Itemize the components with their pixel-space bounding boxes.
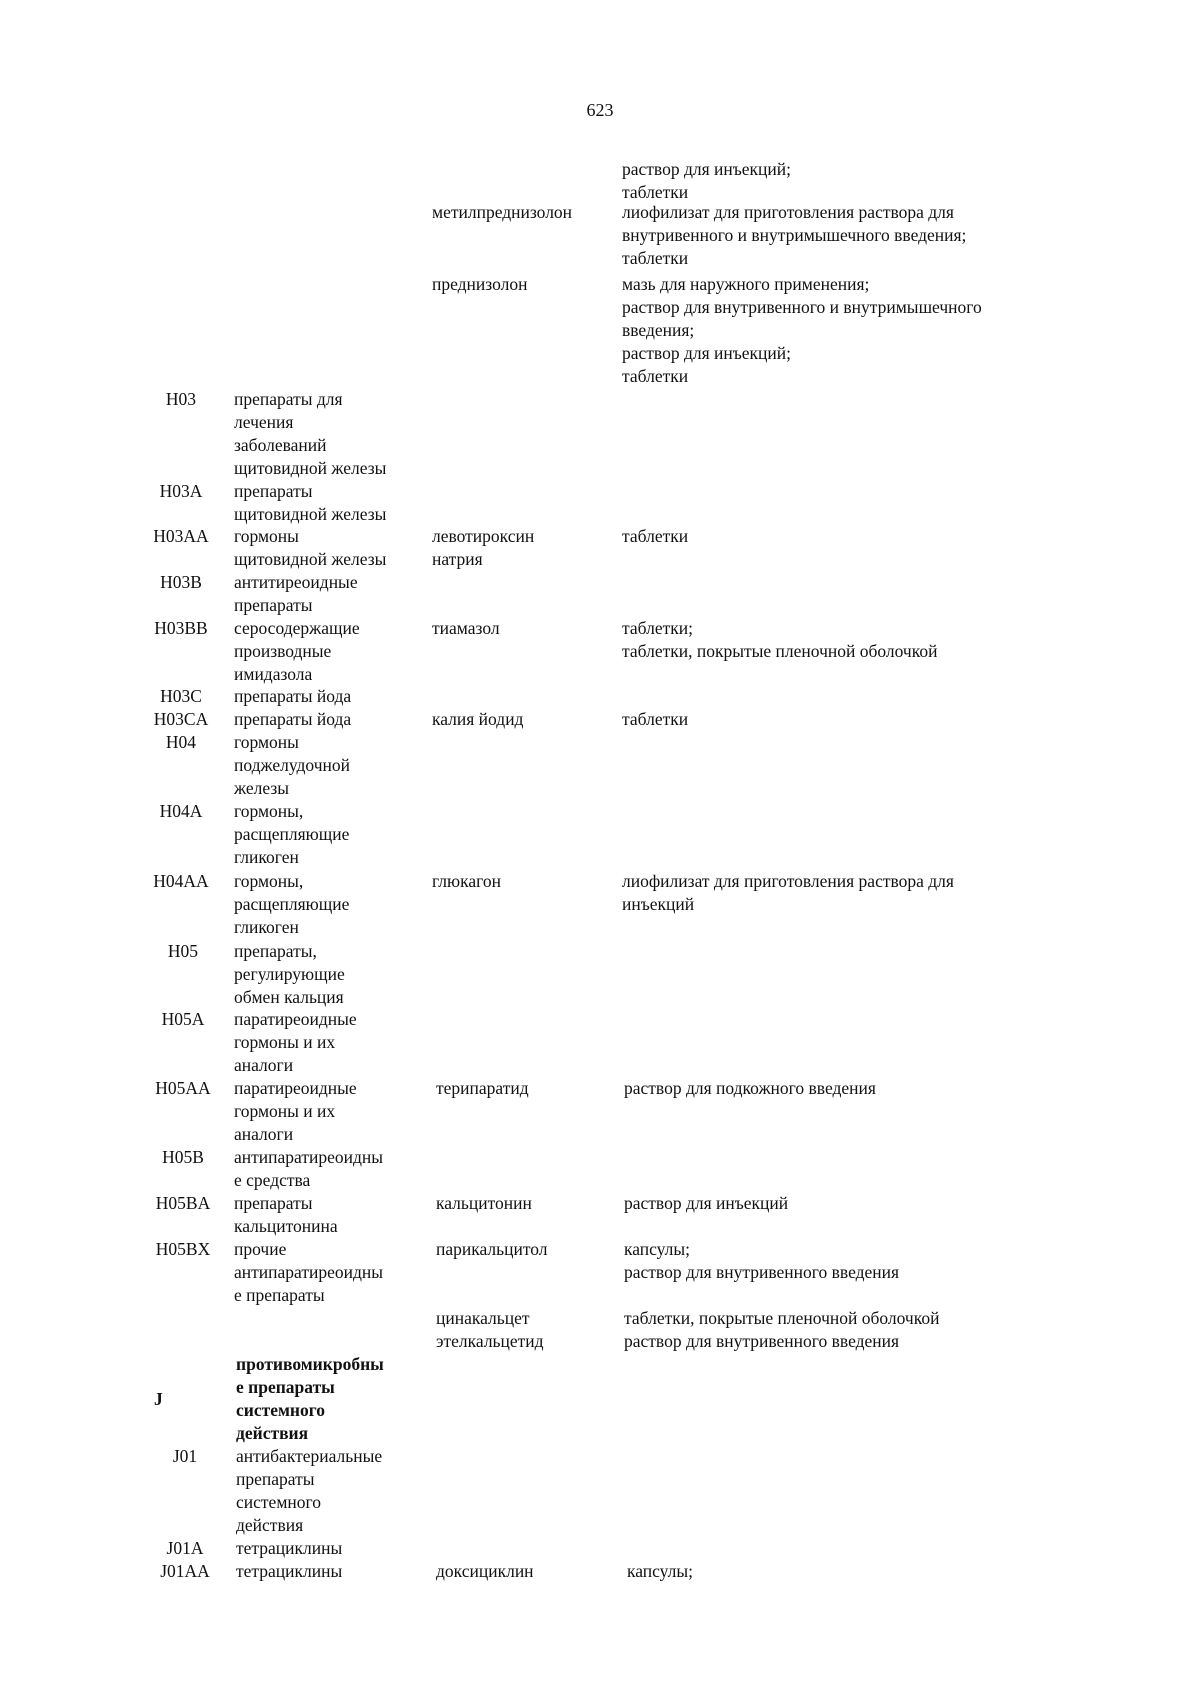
atc-code-cell: J01A bbox=[166, 1538, 204, 1558]
drug-name-cell: метилпреднизолон bbox=[432, 202, 573, 222]
dosage-form-cell: лиофилизат для приготовления раствора для инъекций bbox=[622, 871, 954, 914]
atc-group-name-cell: тетрациклины bbox=[236, 1561, 343, 1581]
atc-code-cell: J bbox=[154, 1389, 163, 1409]
atc-code-cell: H03BB bbox=[154, 618, 208, 638]
dosage-form-cell: таблетки, покрытые пленочной оболочкой bbox=[624, 1308, 940, 1328]
atc-group-name-cell: гормоны щитовидной железы bbox=[234, 526, 387, 569]
dosage-form-cell: раствор для внутривенного введения bbox=[624, 1331, 900, 1351]
atc-group-name-cell: гормоны, расщепляющие гликоген bbox=[234, 801, 350, 867]
dosage-form-cell: таблетки; таблетки, покрытые пленочной оболочкой bbox=[622, 618, 938, 661]
atc-code-cell: H05BA bbox=[155, 1193, 211, 1213]
atc-code-cell: J01AA bbox=[160, 1561, 210, 1581]
atc-group-name-cell: препараты для лечения заболеваний щитовидной железы bbox=[234, 389, 387, 478]
atc-group-name-cell: антибактериальные препараты системного действия bbox=[236, 1446, 383, 1535]
atc-code-cell: H04A bbox=[159, 801, 203, 821]
atc-group-name-cell: препараты щитовидной железы bbox=[234, 481, 387, 524]
drug-name-cell: левотироксин натрия bbox=[432, 526, 535, 569]
atc-code-cell: H05BX bbox=[155, 1239, 211, 1259]
atc-code-cell: H05A bbox=[161, 1009, 205, 1029]
atc-group-name-cell: паратиреоидные гормоны и их аналоги bbox=[234, 1078, 357, 1144]
atc-code-cell: H03 bbox=[165, 389, 197, 409]
drug-name-cell: терипаратид bbox=[436, 1078, 529, 1098]
dosage-form-cell: таблетки bbox=[622, 709, 689, 729]
drug-name-cell: глюкагон bbox=[432, 871, 501, 891]
atc-group-name-cell: паратиреоидные гормоны и их аналоги bbox=[234, 1009, 357, 1075]
drug-name-cell: этелкальцетид bbox=[436, 1331, 544, 1351]
atc-group-name-cell: гормоны поджелудочной железы bbox=[234, 732, 351, 798]
atc-group-name-cell: препараты кальцитонина bbox=[234, 1193, 338, 1236]
atc-code-cell: H03CA bbox=[153, 709, 209, 729]
atc-group-name-cell: тетрациклины bbox=[236, 1538, 343, 1558]
drug-name-cell: преднизолон bbox=[432, 274, 528, 294]
atc-group-name-cell: препараты йода bbox=[234, 709, 352, 729]
dosage-form-cell: раствор для инъекций; таблетки bbox=[622, 159, 792, 202]
atc-code-cell: H03A bbox=[159, 481, 203, 501]
atc-code-cell: H03AA bbox=[153, 526, 209, 546]
drug-name-cell: парикальцитол bbox=[436, 1239, 548, 1259]
atc-group-name-cell: серосодержащие производные имидазола bbox=[234, 618, 360, 684]
atc-code-cell: H05 bbox=[167, 941, 199, 961]
atc-code-cell: J01 bbox=[172, 1446, 198, 1466]
atc-group-name-cell: антитиреоидные препараты bbox=[234, 572, 358, 615]
drug-name-cell: кальцитонин bbox=[436, 1193, 532, 1213]
dosage-form-cell: капсулы; bbox=[627, 1561, 694, 1581]
atc-group-name-cell: препараты, регулирующие обмен кальция bbox=[234, 941, 345, 1007]
atc-group-name-cell: гормоны, расщепляющие гликоген bbox=[234, 871, 350, 937]
drug-name-cell: доксициклин bbox=[436, 1561, 534, 1581]
drug-name-cell: цинакальцет bbox=[436, 1308, 530, 1328]
dosage-form-cell: капсулы; раствор для внутривенного введения bbox=[624, 1239, 900, 1282]
atc-code-cell: H03B bbox=[160, 572, 202, 592]
dosage-form-cell: мазь для наружного применения; раствор для внутривенного и внутримышечного введения; раствор для инъекций; таблетки bbox=[622, 274, 982, 386]
drug-name-cell: тиамазол bbox=[432, 618, 500, 638]
atc-code-cell: H03C bbox=[160, 686, 202, 706]
atc-group-name-cell: антипаратиреоидны е средства bbox=[234, 1147, 384, 1190]
page-number: 623 bbox=[586, 100, 614, 120]
atc-code-cell: H04AA bbox=[153, 871, 209, 891]
dosage-form-cell: раствор для подкожного введения bbox=[624, 1078, 876, 1098]
atc-code-cell: H05B bbox=[162, 1147, 204, 1167]
atc-code-cell: H04 bbox=[165, 732, 197, 752]
dosage-form-cell: лиофилизат для приготовления раствора для внутривенного и внутримышечного введения; таблетки bbox=[622, 202, 967, 268]
atc-group-name-cell: препараты йода bbox=[234, 686, 352, 706]
dosage-form-cell: таблетки bbox=[622, 526, 689, 546]
atc-group-name-cell: прочие антипаратиреоидны е препараты bbox=[234, 1239, 384, 1305]
dosage-form-cell: раствор для инъекций bbox=[624, 1193, 789, 1213]
atc-group-name-cell: противомикробны е препараты системного действия bbox=[236, 1354, 384, 1443]
drug-name-cell: калия йодид bbox=[432, 709, 524, 729]
atc-code-cell: H05AA bbox=[155, 1078, 211, 1098]
